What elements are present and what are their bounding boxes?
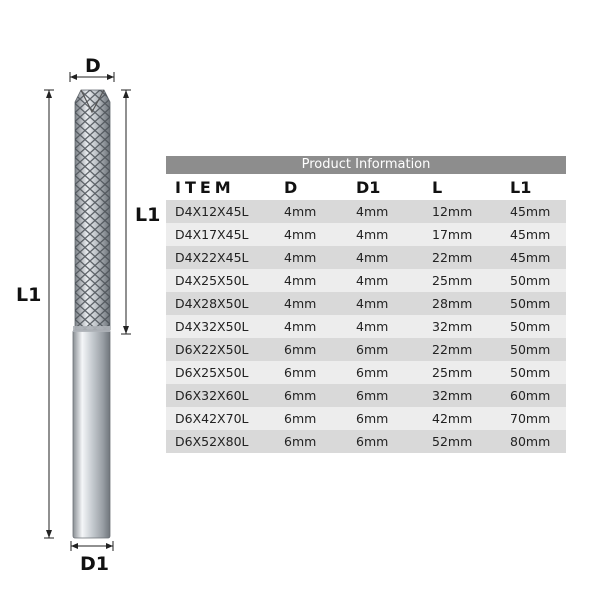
cell-d: 6mm: [284, 434, 317, 449]
end-mill-tool: [73, 90, 110, 538]
cell-l1: 45mm: [510, 227, 551, 242]
cell-l: 42mm: [432, 411, 473, 426]
table-row: [166, 407, 566, 430]
cutting-length-dimension: [121, 90, 131, 334]
cell-item: D6X32X60L: [175, 388, 249, 403]
cell-d1: 4mm: [356, 319, 389, 334]
label-overall-length: L1: [16, 284, 42, 306]
product-information-table: [166, 156, 566, 453]
cell-l: 25mm: [432, 273, 473, 288]
cell-d1: 6mm: [356, 434, 389, 449]
cell-d: 6mm: [284, 342, 317, 357]
table-body: [166, 200, 566, 453]
cell-d1: 6mm: [356, 342, 389, 357]
diameter-bottom-dimension: [71, 541, 113, 551]
cell-d1: 6mm: [356, 411, 389, 426]
table-row: [166, 292, 566, 315]
header-l1: L1: [510, 177, 532, 197]
table-row: [166, 200, 566, 223]
table-header-row: [166, 174, 566, 200]
table-row: [166, 338, 566, 361]
cell-l: 12mm: [432, 204, 473, 219]
cell-item: D6X52X80L: [175, 434, 249, 449]
header-l: L: [432, 177, 443, 197]
cell-item: D6X22X50L: [175, 342, 249, 357]
cell-d1: 4mm: [356, 296, 389, 311]
cell-l1: 50mm: [510, 319, 551, 334]
header-item: ITEM: [175, 177, 235, 197]
label-cutting-length: L1: [135, 204, 161, 226]
cell-l: 28mm: [432, 296, 473, 311]
cell-l1: 45mm: [510, 250, 551, 265]
cell-l1: 80mm: [510, 434, 551, 449]
cell-d1: 6mm: [356, 365, 389, 380]
table-row: [166, 384, 566, 407]
label-d1: D1: [80, 553, 109, 575]
cell-d: 4mm: [284, 250, 317, 265]
label-d: D: [85, 55, 101, 77]
cell-item: D4X22X45L: [175, 250, 249, 265]
cell-l1: 60mm: [510, 388, 551, 403]
cell-d1: 6mm: [356, 388, 389, 403]
cell-l: 17mm: [432, 227, 473, 242]
cell-d1: 4mm: [356, 250, 389, 265]
cell-d: 6mm: [284, 388, 317, 403]
table-row: [166, 223, 566, 246]
cell-l: 32mm: [432, 388, 473, 403]
cell-item: D4X17X45L: [175, 227, 249, 242]
cell-d1: 4mm: [356, 227, 389, 242]
cell-d: 4mm: [284, 319, 317, 334]
cell-item: D4X12X45L: [175, 204, 249, 219]
table-row: [166, 430, 566, 453]
cell-item: D4X25X50L: [175, 273, 249, 288]
cell-d: 6mm: [284, 411, 317, 426]
cell-item: D4X32X50L: [175, 319, 249, 334]
cell-l: 25mm: [432, 365, 473, 380]
cell-l1: 45mm: [510, 204, 551, 219]
cell-l1: 50mm: [510, 296, 551, 311]
cell-l1: 50mm: [510, 342, 551, 357]
table-row: [166, 246, 566, 269]
cell-l1: 50mm: [510, 365, 551, 380]
table-title: Product Information: [166, 156, 566, 174]
cell-d1: 4mm: [356, 273, 389, 288]
tool-shank: [73, 330, 110, 538]
cell-l: 22mm: [432, 250, 473, 265]
cell-d: 4mm: [284, 296, 317, 311]
table-row: [166, 361, 566, 384]
cell-item: D6X42X70L: [175, 411, 249, 426]
overall-length-dimension: [44, 90, 54, 538]
header-d: D: [284, 177, 298, 197]
header-d1: D1: [356, 177, 381, 197]
cell-l: 22mm: [432, 342, 473, 357]
cell-d: 4mm: [284, 227, 317, 242]
cell-item: D4X28X50L: [175, 296, 249, 311]
table-row: [166, 269, 566, 292]
cell-d: 4mm: [284, 204, 317, 219]
table-row: [166, 315, 566, 338]
cell-d: 6mm: [284, 365, 317, 380]
cell-item: D6X25X50L: [175, 365, 249, 380]
cell-l1: 70mm: [510, 411, 551, 426]
cell-l: 52mm: [432, 434, 473, 449]
cell-d: 4mm: [284, 273, 317, 288]
cell-l1: 50mm: [510, 273, 551, 288]
cell-l: 32mm: [432, 319, 473, 334]
cell-d1: 4mm: [356, 204, 389, 219]
